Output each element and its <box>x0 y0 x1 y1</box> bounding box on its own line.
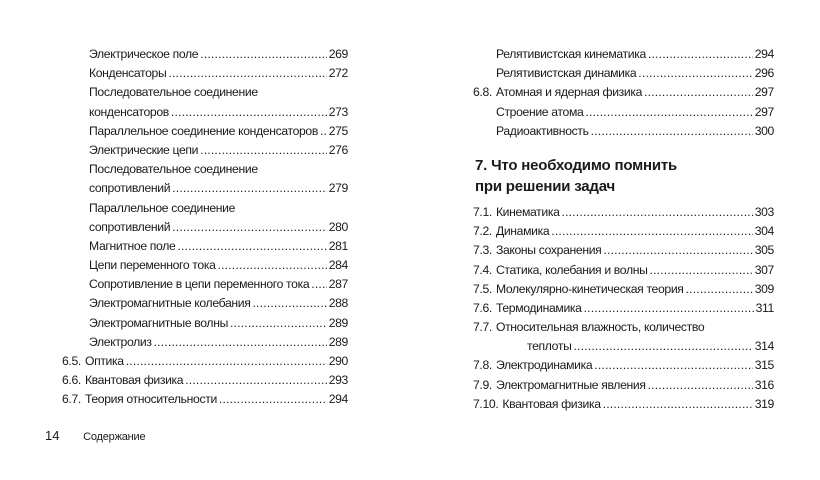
toc-right-column <box>473 45 774 414</box>
toc-entry[interactable] <box>62 45 348 64</box>
toc-entry-page: 294 <box>328 392 348 407</box>
toc-entry[interactable] <box>62 333 348 352</box>
toc-entry[interactable] <box>62 314 348 333</box>
page-number: 14 <box>45 428 60 443</box>
toc-entry-label: сопротивлений <box>89 219 171 234</box>
toc-entry[interactable] <box>62 141 348 160</box>
dot-leader <box>230 314 327 333</box>
dot-leader <box>551 222 752 241</box>
dot-leader <box>200 45 326 64</box>
toc-entry[interactable] <box>62 371 348 390</box>
toc-entry-number: 7.6. <box>473 300 492 315</box>
toc-entry-label: Кинематика <box>495 204 560 219</box>
toc-entry[interactable] <box>473 299 774 318</box>
toc-entry-label: Цепи переменного тока <box>89 258 216 273</box>
toc-entry[interactable] <box>473 45 774 64</box>
toc-entry-label: Электролиз <box>89 334 152 349</box>
toc-entry-label: Квантовая физика <box>84 373 184 388</box>
toc-entry-label: Электромагнитные волны <box>89 315 228 330</box>
toc-entry-label: Релятивистская динамика <box>496 66 637 81</box>
toc-entry-page: 316 <box>754 377 774 392</box>
dot-leader <box>219 390 327 409</box>
toc-entry-page: 275 <box>328 123 348 138</box>
toc-entry-page: 297 <box>754 104 774 119</box>
toc-entry-page: 272 <box>328 66 348 81</box>
toc-entry[interactable] <box>62 122 348 141</box>
toc-entry[interactable] <box>62 352 348 371</box>
dot-leader <box>573 337 752 356</box>
toc-entry[interactable] <box>473 395 774 414</box>
toc-entry-page: 294 <box>754 47 774 61</box>
toc-entry-label: конденсаторов <box>89 104 169 119</box>
toc-entry[interactable] <box>473 122 774 141</box>
toc-entry-page: 284 <box>328 258 348 273</box>
toc-entry[interactable] <box>473 356 774 375</box>
dot-leader <box>252 294 326 313</box>
toc-entry-label: Теория относительности <box>84 392 217 407</box>
toc-entry-number: 7.7. <box>473 320 492 335</box>
toc-entry-page: 269 <box>328 47 348 61</box>
toc-entry-label: Магнитное поле <box>89 238 176 253</box>
toc-entry-label: Электродинамика <box>495 358 593 373</box>
toc-entry-label: Электромагнитные колебания <box>89 296 251 311</box>
toc-entry[interactable] <box>62 103 348 122</box>
toc-entry-label: Последовательное соединение <box>89 85 258 100</box>
toc-entry-page: 290 <box>328 354 348 368</box>
dot-leader <box>562 203 753 222</box>
toc-entry-label: Электрические цепи <box>89 142 199 157</box>
chapter-heading <box>475 155 774 197</box>
toc-entry-number: 7.4. <box>473 262 492 277</box>
toc-entry-number: 6.7. <box>62 392 81 407</box>
toc-right-top <box>473 45 774 141</box>
toc-entry[interactable] <box>473 261 774 280</box>
toc-entry-page: 296 <box>754 66 774 81</box>
toc-right-bottom <box>473 203 774 414</box>
toc-entry-page: 303 <box>754 204 774 219</box>
toc-entry-label: сопротивлений <box>89 181 171 196</box>
dot-leader <box>172 179 327 198</box>
toc-entry-number: 6.8. <box>473 85 492 100</box>
toc-entry-label: Молекулярно-кинетическая теория <box>495 281 684 296</box>
toc-entry[interactable] <box>62 237 348 256</box>
toc-entry[interactable] <box>62 390 348 409</box>
toc-entry-number: 7.10. <box>473 396 499 411</box>
dot-leader <box>585 103 752 122</box>
toc-entry-label: теплоты <box>527 339 572 354</box>
toc-entry[interactable] <box>473 83 774 102</box>
toc-entry[interactable] <box>473 280 774 299</box>
toc-entry-page: 276 <box>328 142 348 157</box>
toc-entry[interactable] <box>473 241 774 260</box>
dot-leader <box>584 299 754 318</box>
dot-leader <box>648 376 753 395</box>
toc-entry-label: Законы сохранения <box>495 243 602 258</box>
toc-entry-label: Параллельное соединение конденсаторов <box>89 123 318 138</box>
toc-entry-page: 273 <box>328 104 348 119</box>
toc-entry-label: Последовательное соединение <box>89 162 258 177</box>
dot-leader <box>320 122 327 141</box>
toc-entry-page: 305 <box>754 243 774 258</box>
chapter-title-line1: 7. Что необходимо помнить <box>475 156 678 174</box>
toc-entry-page: 280 <box>328 219 348 234</box>
toc-entry-page: 319 <box>754 396 774 411</box>
toc-entry-number: 7.3. <box>473 243 492 258</box>
toc-entry-number: 6.6. <box>62 373 81 388</box>
toc-entry[interactable] <box>473 318 774 337</box>
toc-entry-page: 287 <box>328 277 348 292</box>
toc-entry-page: 289 <box>328 315 348 330</box>
chapter-title-line2: при решении задач <box>475 177 616 195</box>
dot-leader <box>172 218 327 237</box>
dot-leader <box>177 237 326 256</box>
toc-entry[interactable] <box>62 218 348 237</box>
toc-entry-page: 297 <box>754 85 774 100</box>
toc-entry-page: 314 <box>754 339 774 354</box>
dot-leader <box>185 371 326 390</box>
dot-leader <box>603 395 753 414</box>
dot-leader <box>648 45 753 64</box>
toc-entry-page: 307 <box>754 262 774 277</box>
toc-entry-label: Квантовая физика <box>502 396 601 411</box>
dot-leader <box>594 356 752 375</box>
toc-entry-label: Строение атома <box>496 104 584 119</box>
page-footer <box>45 428 145 443</box>
toc-entry-label: Статика, колебания и волны <box>495 262 648 277</box>
toc-entry-label: Конденсаторы <box>89 66 167 81</box>
dot-leader <box>154 333 327 352</box>
toc-entry[interactable] <box>473 64 774 83</box>
toc-entry-number: 7.2. <box>473 224 492 239</box>
toc-entry-label: Электромагнитные явления <box>495 377 646 392</box>
toc-entry-number: 7.9. <box>473 377 492 392</box>
toc-entry-page: 293 <box>328 373 348 388</box>
toc-entry[interactable] <box>473 222 774 241</box>
toc-entry[interactable] <box>62 275 348 294</box>
dot-leader <box>603 241 752 260</box>
toc-entry-label: Параллельное соединение <box>89 200 236 215</box>
toc-entry-page: 311 <box>755 300 774 315</box>
toc-entry-label: Сопротивление в цепи переменного тока <box>89 277 310 292</box>
toc-entry-label: Релятивистская кинематика <box>496 47 646 61</box>
dot-leader <box>644 83 753 102</box>
dot-leader <box>168 64 326 83</box>
toc-entry-number: 7.1. <box>473 204 492 219</box>
dot-leader <box>218 256 327 275</box>
dot-leader <box>200 141 327 160</box>
toc-entry-label: Относительная влажность, количество <box>495 320 705 335</box>
toc-entry[interactable] <box>473 376 774 395</box>
toc-entry-page: 279 <box>328 181 348 196</box>
toc-entry-page: 315 <box>754 358 774 373</box>
toc-entry[interactable] <box>473 203 774 222</box>
dot-leader <box>126 352 327 371</box>
toc-entry[interactable] <box>473 337 774 356</box>
toc-entry-label: Динамика <box>495 224 550 239</box>
running-title: Содержание <box>83 431 146 443</box>
dot-leader <box>638 64 752 83</box>
toc-entry[interactable] <box>62 83 348 102</box>
toc-entry-page: 289 <box>328 334 348 349</box>
toc-entry-page: 300 <box>754 123 774 138</box>
toc-entry-label: Оптика <box>84 354 124 368</box>
dot-leader <box>591 122 753 141</box>
dot-leader <box>311 275 326 294</box>
toc-entry-page: 304 <box>754 224 774 239</box>
toc-entry[interactable] <box>62 256 348 275</box>
toc-entry-number: 7.8. <box>473 358 492 373</box>
toc-entry[interactable] <box>62 199 348 218</box>
dot-leader <box>171 103 327 122</box>
toc-entry-label: Электрическое поле <box>89 47 199 61</box>
toc-left-column <box>62 45 348 410</box>
toc-entry[interactable] <box>62 64 348 83</box>
toc-entry[interactable] <box>62 179 348 198</box>
toc-entry-number: 7.5. <box>473 281 492 296</box>
dot-leader <box>686 280 753 299</box>
toc-entry-page: 288 <box>328 296 348 311</box>
toc-entry-number: 6.5. <box>62 354 81 368</box>
toc-entry-label: Радиоактивность <box>496 123 589 138</box>
toc-entry[interactable] <box>473 103 774 122</box>
toc-entry[interactable] <box>62 294 348 313</box>
toc-entry-page: 281 <box>328 238 348 253</box>
toc-entry-label: Термодинамика <box>495 300 582 315</box>
toc-entry-page: 309 <box>754 281 774 296</box>
toc-entry[interactable] <box>62 160 348 179</box>
toc-entry-label: Атомная и ядерная физика <box>495 85 643 100</box>
dot-leader <box>650 261 753 280</box>
